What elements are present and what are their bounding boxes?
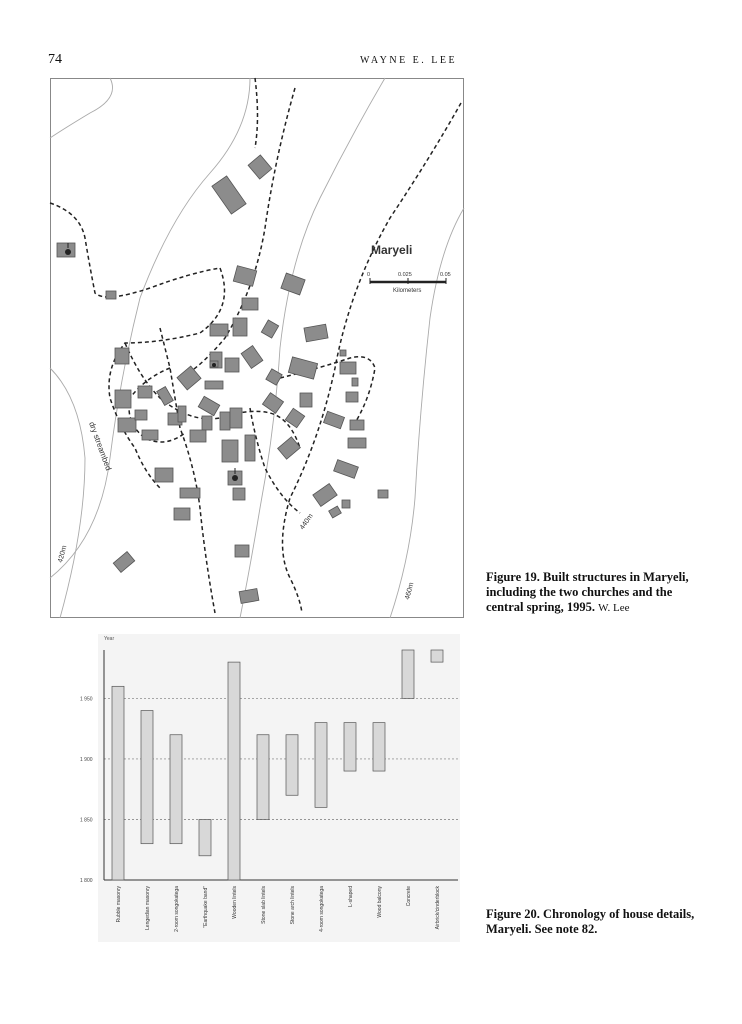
house-details-chronology-chart bbox=[80, 634, 460, 942]
x-tick-label-10: Wood balcony bbox=[377, 886, 383, 918]
figure-19-credit: W. Lee bbox=[598, 602, 630, 614]
y-tick-label-1850: 1 850 bbox=[80, 817, 93, 824]
x-tick-label-6: Stone slab lintels bbox=[261, 886, 267, 924]
range-bar-4 bbox=[199, 819, 211, 855]
y-tick-label-1800: 1 800 bbox=[80, 878, 93, 884]
scale-tick-1: 0.025 bbox=[398, 272, 412, 278]
x-tick-label-7: Stone arch lintels bbox=[290, 886, 296, 925]
range-bar-12 bbox=[431, 650, 443, 662]
figure-19-caption bbox=[486, 570, 706, 616]
range-bar-1 bbox=[112, 686, 124, 880]
range-bar-2 bbox=[141, 711, 153, 844]
contour-label-420: 420m bbox=[57, 544, 69, 564]
range-bar-9 bbox=[344, 723, 356, 771]
x-tick-label-3: 2-room songokatega bbox=[174, 886, 180, 932]
range-bar-7 bbox=[286, 735, 298, 796]
place-name-label: Maryeli bbox=[371, 243, 413, 257]
x-tick-label-11: Concrete bbox=[406, 886, 412, 907]
contour-label-460: 460m bbox=[404, 581, 416, 601]
running-header-author: WAYNE E. LEE bbox=[360, 55, 458, 66]
x-tick-label-4: "Earthquake band" bbox=[203, 886, 209, 928]
figure-20-caption: Figure 20. Chronology of house details, Maryeli. See note 82. bbox=[486, 907, 695, 936]
range-bar-8 bbox=[315, 723, 327, 808]
range-bar-3 bbox=[170, 735, 182, 844]
y-tick-label-1900: 1 900 bbox=[80, 756, 93, 763]
x-tick-label-12: Airbrick/cinderblock bbox=[435, 886, 441, 930]
x-tick-label-2: Lengedian masonry bbox=[145, 886, 151, 930]
page-number: 74 bbox=[48, 52, 62, 67]
x-tick-label-8: 4-room songokatega bbox=[319, 886, 325, 932]
y-tick-label-1950: 1 950 bbox=[80, 696, 93, 703]
streambed-label: dry streambed bbox=[87, 420, 114, 472]
x-tick-label-5: Wooden lintels bbox=[232, 886, 238, 919]
maryeli-map bbox=[50, 78, 464, 618]
range-bar-5 bbox=[228, 662, 240, 880]
x-tick-label-1: Rubble masonry bbox=[116, 886, 122, 923]
scale-tick-2: 0.05 bbox=[440, 272, 451, 278]
range-bar-6 bbox=[257, 735, 269, 820]
y-axis-title: Year bbox=[104, 636, 115, 642]
range-bar-10 bbox=[373, 723, 385, 771]
figure-19-caption-text: Figure 19. Built structures in Maryeli, including the two churches and the central spring, 1995. bbox=[486, 570, 689, 614]
x-tick-label-9: L-shaped bbox=[348, 886, 354, 907]
contour-label-440: 440m bbox=[298, 512, 315, 532]
range-bar-11 bbox=[402, 650, 414, 698]
scale-tick-0: 0 bbox=[367, 272, 371, 278]
scale-unit-label: Kilometers bbox=[393, 288, 422, 294]
